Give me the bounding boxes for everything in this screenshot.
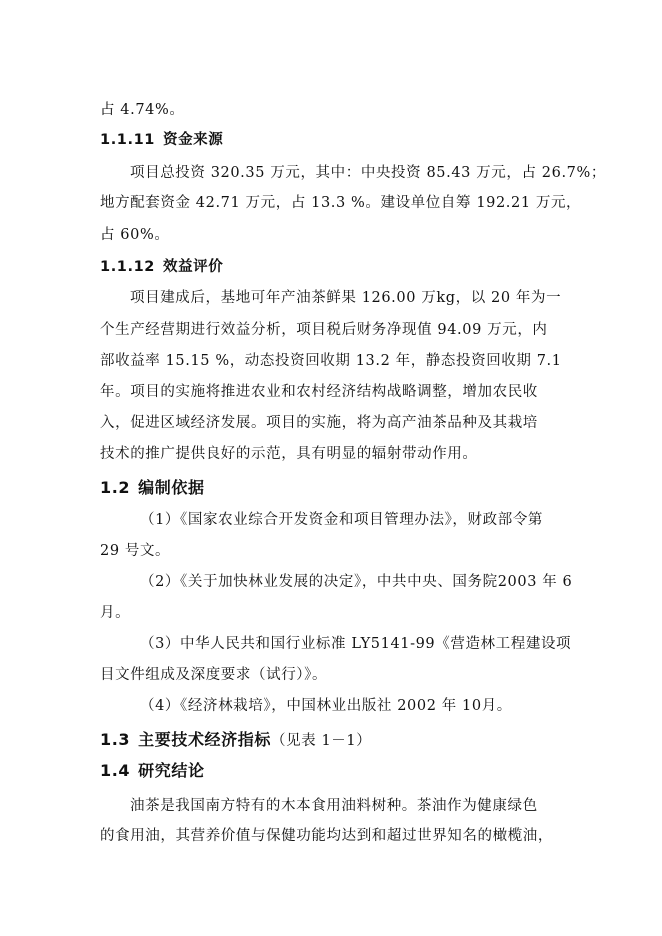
reference-item-continued: 月。 [100,605,131,621]
section-number: 1.2 [100,478,131,497]
paragraph-line: 地方配套资金 42.71 万元，占 13.3 %。建设单位自筹 192.21 万元， [100,195,582,211]
paragraph-line: 占 4.74%。 [100,102,185,118]
section-title: 资金来源 [162,132,224,148]
section-heading-1-4 [100,760,570,782]
paragraph-line: 的食用油，其营养价值与保健功能均达到和超过世界知名的橄榄油， [100,828,553,844]
reference-item: （1）《国家农业综合开发资金和项目管理办法》，财政部令第 [140,512,544,528]
reference-item-continued: 29 号文。 [100,543,171,559]
paragraph-line: 项目建成后，基地可年产油茶鲜果 126.00 万kg，以 20 年为一 [130,290,562,306]
paragraph-line: 入，促进区域经济发展。项目的实施，将为高产油茶品种及其栽培 [100,415,538,431]
section-title: 研究结论 [138,761,205,780]
section-heading-1-2 [100,477,570,499]
paragraph-line: 个生产经营期进行效益分析，项目税后财务净现值 94.09 万元，内 [100,322,548,338]
paragraph-line: 部收益率 15.15 %，动态投资回收期 13.2 年，静态投资回收期 7.1 [100,353,562,369]
section-number: 1.3 [100,730,131,749]
section-number: 1.1.12 [100,259,155,275]
reference-item: （2）《关于加快林业发展的决定》，中共中央、国务院2003 年 6 [140,574,573,590]
section-heading-1-1-11 [100,130,570,150]
section-number: 1.1.11 [100,132,155,148]
paragraph-line: 油茶是我国南方特有的木本食用油料树种。茶油作为健康绿色 [130,798,538,814]
paragraph-line: 项目总投资 320.35 万元，其中：中央投资 85.43 万元，占 26.7%； [130,165,606,181]
paragraph-line: 技术的推广提供良好的示范，具有明显的辐射带动作用。 [100,446,478,462]
paragraph-line: 年。项目的实施将推进农业和农村经济结构战略调整，增加农民收 [100,384,538,400]
section-title: 主要技术经济指标 [138,730,271,749]
reference-item: （3）中华人民共和国行业标准 LY5141-99《营造林工程建设项 [140,636,572,652]
section-number: 1.4 [100,761,131,780]
table-reference: （见表 1－1） [270,733,372,749]
section-heading-1-1-12 [100,257,570,277]
reference-item: （4）《经济林栽培》，中国林业出版社 2002 年 10月。 [140,698,512,714]
section-heading-1-3 [100,729,570,752]
section-title: 效益评价 [162,259,224,275]
paragraph-line: 占 60%。 [100,227,170,243]
reference-item-continued: 目文件组成及深度要求（试行）》。 [100,667,328,683]
section-title: 编制依据 [138,478,205,497]
